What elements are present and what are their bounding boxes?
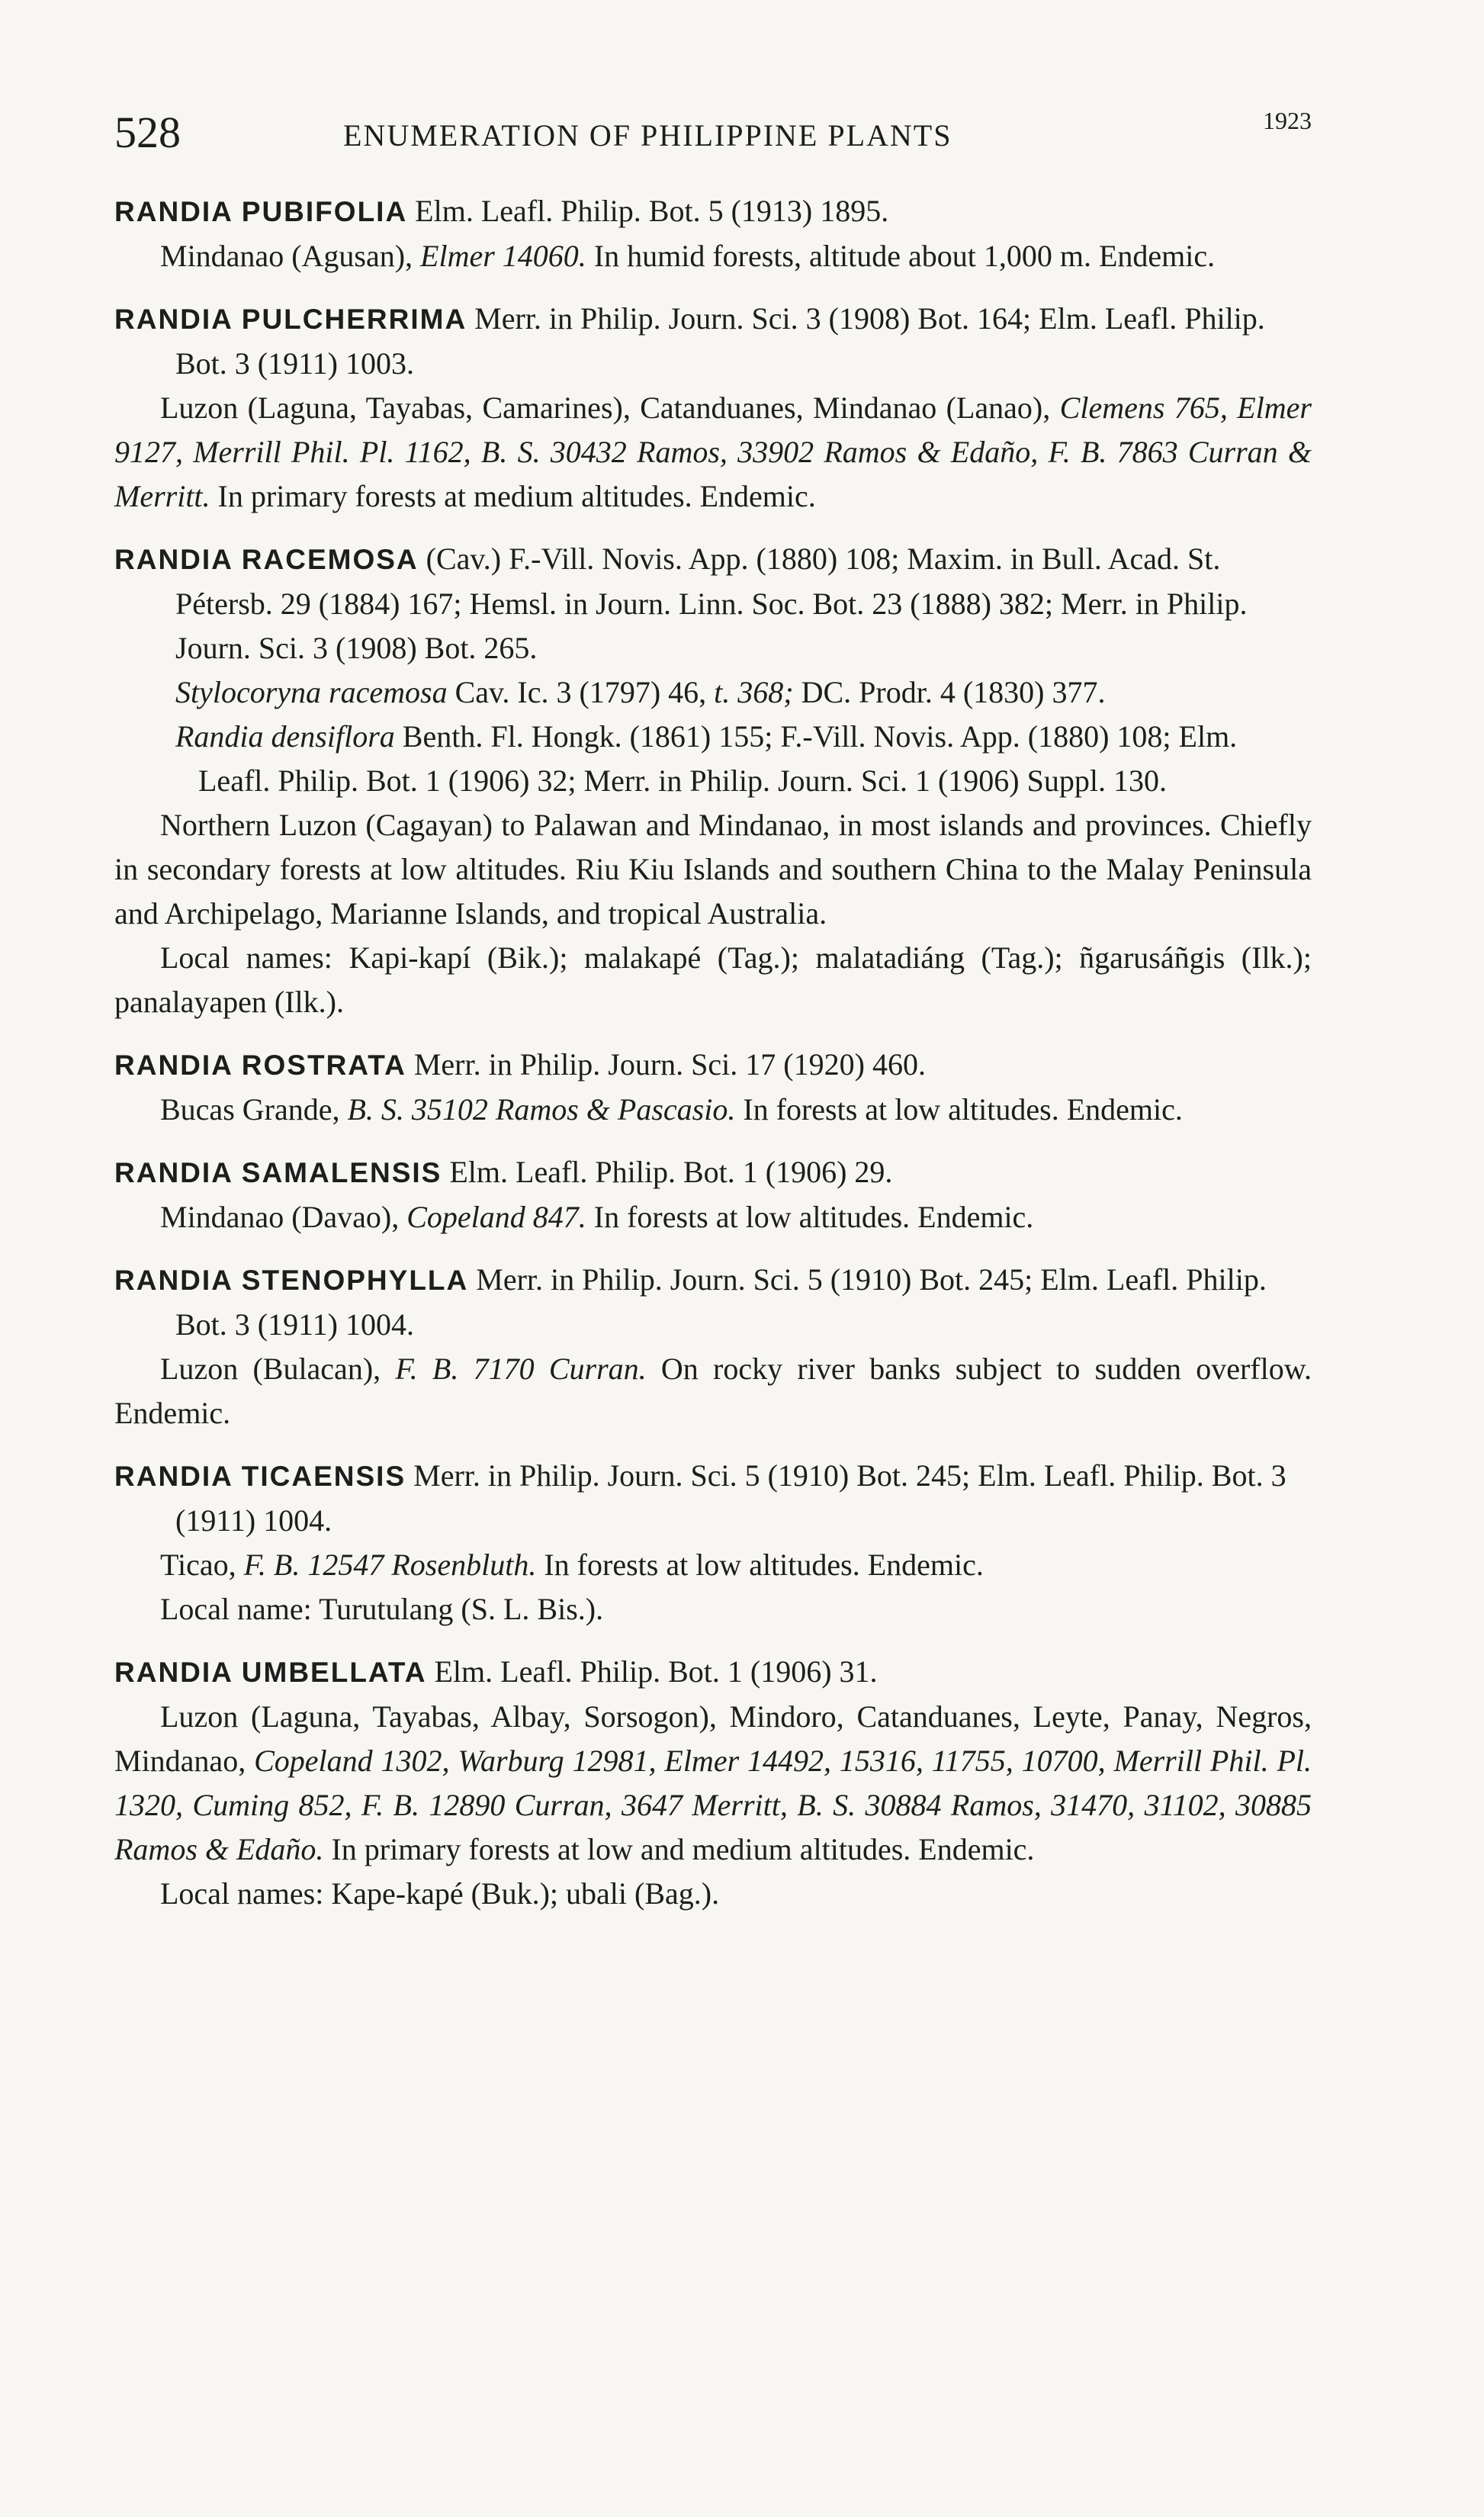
paragraph-text: Luzon (Laguna, Tayabas, Albay, Sorsogon), Mindoro, Catanduanes, Leyte, Panay, Negros, Mindanao,: [114, 1699, 1312, 1778]
species-citation: Merr. in Philip. Journ. Sci. 17 (1920) 460.: [406, 1047, 926, 1082]
specimen-citation: F. B. 7170 Curran.: [395, 1352, 647, 1386]
paragraph-text: In primary forests at low and medium altitudes. Endemic.: [323, 1832, 1035, 1866]
paragraph-text: In forests at low altitudes. Endemic.: [735, 1092, 1183, 1127]
species-heading: [114, 1150, 1312, 1195]
species-entry: [114, 537, 1312, 1024]
species-name: RANDIA UMBELLATA: [114, 1657, 427, 1688]
running-title: ENUMERATION OF PHILIPPINE PLANTS: [343, 118, 952, 153]
species-citation: Merr. in Philip. Journ. Sci. 5 (1910) Bot. 245; Elm. Leafl. Philip. Bot. 3 (1911) 1004.: [175, 1458, 1286, 1538]
paragraph-text: Luzon (Laguna, Tayabas, Camarines), Catanduanes, Mindanao (Lanao),: [160, 391, 1060, 425]
species-entry: [114, 1454, 1312, 1631]
species-citation: Merr. in Philip. Journ. Sci. 3 (1908) Bot. 164; Elm. Leafl. Philip. Bot. 3 (1911) 1003.: [175, 301, 1265, 381]
synonym-citation: Cav. Ic. 3 (1797) 46,: [447, 675, 715, 709]
specimen-citation: F. B. 12547 Rosenbluth.: [243, 1548, 537, 1582]
paragraph-text: In primary forests at medium altitudes. Endemic.: [210, 479, 816, 513]
paragraph-text: In forests at low altitudes. Endemic.: [586, 1200, 1034, 1234]
page-header: [114, 107, 1312, 175]
paragraph: [114, 1347, 1312, 1435]
paragraph-text: Ticao,: [160, 1548, 244, 1582]
paragraph-text: Luzon (Bulacan),: [160, 1352, 396, 1386]
species-entry: [114, 1043, 1312, 1132]
species-entry: [114, 1150, 1312, 1239]
page-number: 528: [114, 108, 181, 157]
paragraph: [114, 803, 1312, 936]
species-name: RANDIA STENOPHYLLA: [114, 1265, 469, 1296]
synonym-plate: t. 368;: [714, 675, 794, 709]
species-name: RANDIA PULCHERRIMA: [114, 304, 467, 335]
synonym-line: [114, 715, 1312, 803]
species-heading: [114, 189, 1312, 234]
species-entry: [114, 189, 1312, 278]
synonym-citation-tail: DC. Prodr. 4 (1830) 377.: [793, 675, 1106, 709]
paragraph: [114, 386, 1312, 519]
publication-year: 1923: [1263, 107, 1312, 134]
paragraph-text: Bucas Grande,: [160, 1092, 348, 1127]
paragraph: [114, 1088, 1312, 1132]
species-entry: [114, 1258, 1312, 1435]
paragraph-text: Local name: Turutulang (S. L. Bis.).: [160, 1592, 604, 1626]
species-name: RANDIA PUBIFOLIA: [114, 196, 408, 227]
specimen-citation: Elmer 14060.: [420, 239, 586, 273]
paragraph: [114, 1695, 1312, 1872]
species-name: RANDIA ROSTRATA: [114, 1050, 406, 1081]
paragraph-text: In forests at low altitudes. Endemic.: [536, 1548, 984, 1582]
species-heading: [114, 1043, 1312, 1088]
specimen-citation: Copeland 1302, Warburg 12981, Elmer 14492, 15316, 11755, 10700, Merrill Phil. Pl. 1320, Cuming 852, F. B. 12890 Curran, 3647 Merritt, B. S. 30884 Ramos, 31470, 31102, 30885 Ramos & Edaño.: [114, 1744, 1312, 1866]
specimen-citation: Copeland 847.: [406, 1200, 586, 1234]
paragraph-text: Northern Luzon (Cagayan) to Palawan and Mindanao, in most islands and provinces. Chiefly in secondary forests at low altitudes. Riu Kiu Islands and southern China to the Malay Peninsula and Archipelago, Marianne Islands, and tropical Australia.: [114, 808, 1312, 931]
paragraph: [114, 1543, 1312, 1587]
synonym-line: [114, 670, 1312, 715]
specimen-citation: B. S. 35102 Ramos & Pascasio.: [347, 1092, 736, 1127]
paragraph-text: On rocky river banks subject to sudden overflow. Endemic.: [114, 1352, 1312, 1430]
species-name: RANDIA SAMALENSIS: [114, 1157, 442, 1188]
synonym-citation: Benth. Fl. Hongk. (1861) 155; F.-Vill. Novis. App. (1880) 108; Elm. Leafl. Philip. Bot. 1 (1906) 32; Merr. in Philip. Journ. Sci. 1 (1906) Suppl. 130.: [198, 719, 1238, 798]
paragraph-text: In humid forests, altitude about 1,000 m. Endemic.: [586, 239, 1216, 273]
species-citation: Elm. Leafl. Philip. Bot. 1 (1906) 29.: [442, 1155, 893, 1189]
species-citation: Merr. in Philip. Journ. Sci. 5 (1910) Bot. 245; Elm. Leafl. Philip. Bot. 3 (1911) 1004.: [175, 1262, 1267, 1342]
paragraph: [114, 936, 1312, 1024]
species-heading: [114, 1258, 1312, 1347]
specimen-citation: Clemens 765, Elmer 9127, Merrill Phil. Pl. 1162, B. S. 30432 Ramos, 33902 Ramos & Edaño, F. B. 7863 Curran & Merritt.: [114, 391, 1312, 513]
species-name: RANDIA TICAENSIS: [114, 1461, 406, 1492]
paragraph-text: Mindanao (Agusan),: [160, 239, 421, 273]
species-list: [114, 189, 1312, 1934]
paragraph-text: Local names: Kape-kapé (Buk.); ubali (Bag.).: [160, 1876, 720, 1911]
synonym-name: Stylocoryna racemosa: [175, 675, 448, 709]
species-heading: [114, 1454, 1312, 1543]
species-name: RANDIA RACEMOSA: [114, 544, 419, 575]
paragraph-text: Local names: Kapi-kapí (Bik.); malakapé (Tag.); malatadiáng (Tag.); ñgarusáñgis (Ilk.); panalayapen (Ilk.).: [114, 940, 1312, 1019]
paragraph: [114, 1872, 1312, 1916]
species-citation: (Cav.) F.-Vill. Novis. App. (1880) 108; Maxim. in Bull. Acad. St. Pétersb. 29 (1884) 167; Hemsl. in Journ. Linn. Soc. Bot. 23 (1888) 382; Merr. in Philip. Journ. Sci. 3 (1908) Bot. 265.: [175, 542, 1248, 665]
species-citation: Elm. Leafl. Philip. Bot. 1 (1906) 31.: [426, 1654, 878, 1689]
paragraph: [114, 1587, 1312, 1631]
species-heading: [114, 1650, 1312, 1695]
synonym-name: Randia densiflora: [175, 719, 395, 754]
species-entry: [114, 1650, 1312, 1916]
paragraph-text: Mindanao (Davao),: [160, 1200, 407, 1234]
species-heading: [114, 537, 1312, 670]
paragraph: [114, 1195, 1312, 1239]
species-heading: [114, 297, 1312, 386]
paragraph: [114, 234, 1312, 278]
species-citation: Elm. Leafl. Philip. Bot. 5 (1913) 1895.: [407, 194, 889, 228]
species-entry: [114, 297, 1312, 519]
